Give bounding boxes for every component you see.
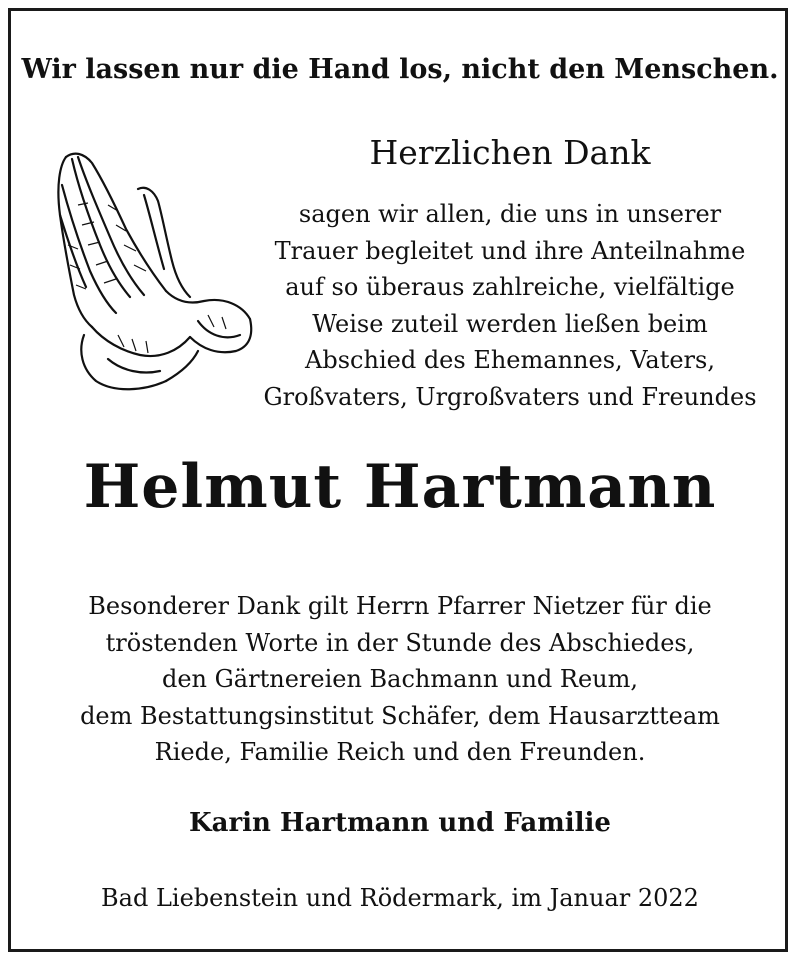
- deceased-name: Helmut Hartmann: [83, 452, 717, 522]
- thanks-text: [245, 196, 775, 415]
- special-thanks-line: Besonderer Dank gilt Herrn Pfarrer Nietzer für die: [88, 592, 712, 620]
- thanks-line: auf so überaus zahlreiche, vielfältige: [285, 273, 735, 301]
- thanks-line: Großvaters, Urgroßvaters und Freundes: [263, 382, 757, 411]
- thanks-heading: Herzlichen Dank: [369, 133, 651, 172]
- thanks-line: Abschied des Ehemannes, Vaters,: [305, 346, 715, 374]
- signature: Karin Hartmann und Familie: [189, 808, 611, 838]
- special-thanks: [0, 588, 800, 771]
- special-thanks-line: tröstenden Worte in der Stunde des Abschiedes,: [105, 628, 695, 657]
- motto: Wir lassen nur die Hand los, nicht den Menschen.: [21, 54, 779, 85]
- thanks-line: sagen wir allen, die uns in unserer: [298, 200, 722, 228]
- place-date: Bad Liebenstein und Rödermark, im Januar 2022: [101, 884, 699, 912]
- special-thanks-line: Riede, Familie Reich und den Freunden.: [154, 738, 646, 766]
- thanks-line: Weise zuteil werden ließen beim: [312, 309, 708, 338]
- praying-hands-icon: [48, 145, 258, 395]
- special-thanks-line: den Gärtnereien Bachmann und Reum,: [161, 665, 639, 693]
- thanks-line: Trauer begleitet und ihre Anteilnahme: [274, 236, 746, 265]
- special-thanks-line: dem Bestattungsinstitut Schäfer, dem Hausarztteam: [80, 701, 720, 730]
